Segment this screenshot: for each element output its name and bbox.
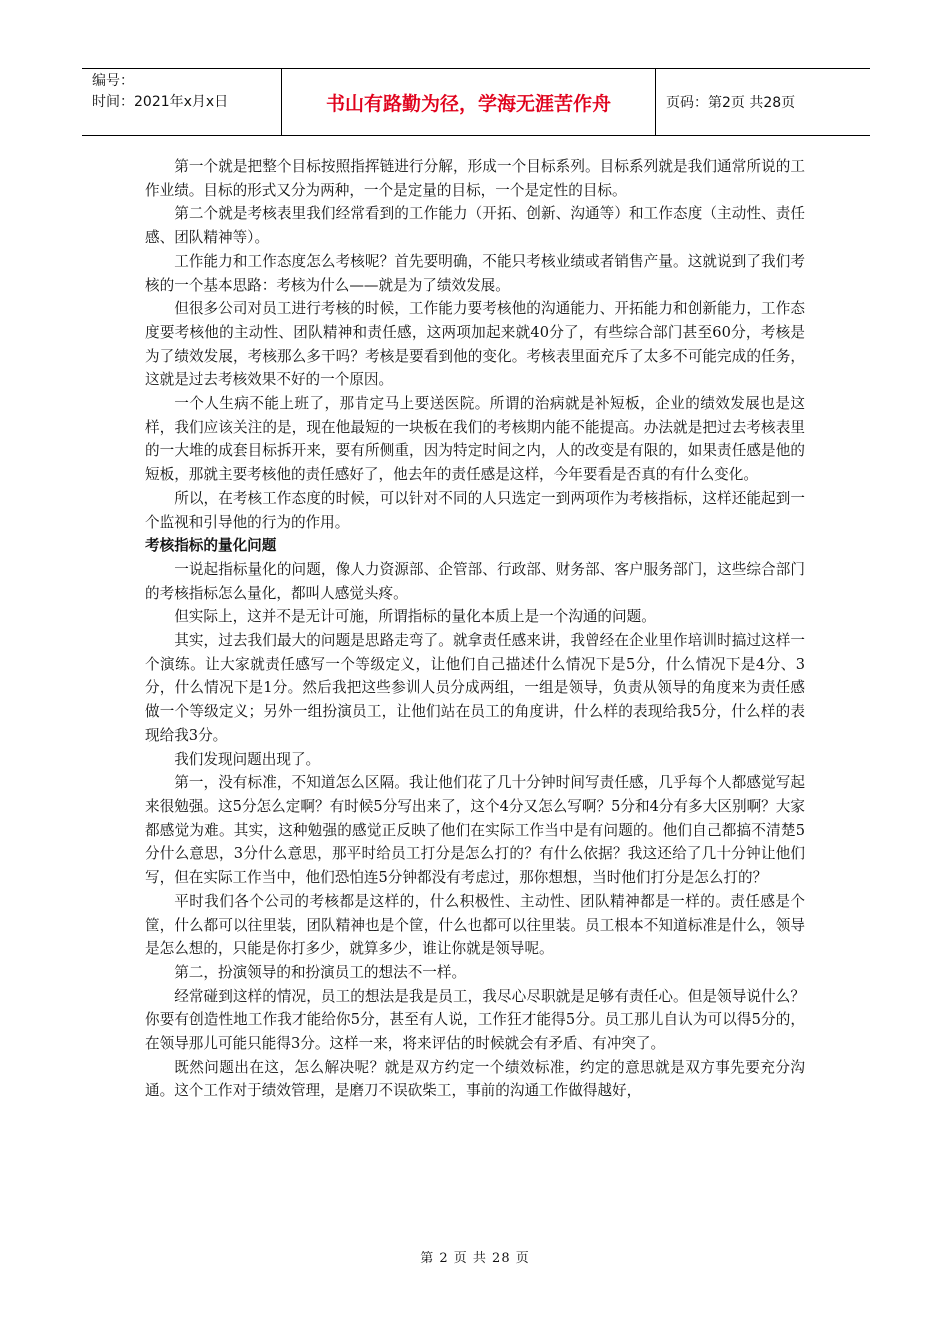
paragraph: 经常碰到这样的情况，员工的想法是我是员工，我尽心尽职就是足够有责任心。但是领导说什么？你要有创造性地工作我才能给你5分，甚至有人说，工作狂才能得5分。员工那儿自认为可以得5分的，在领导那儿可能只能得3分。这样一来，将来评估的时候就会有矛盾、有冲突了。 (145, 987, 805, 1053)
paragraph: 但实际上，这并不是无计可施，所谓指标的量化本质上是一个沟通的问题。 (174, 608, 656, 626)
document-date-label: 时间：2021年x月x日 (92, 94, 229, 110)
paragraph: 所以，在考核工作态度的时候，可以针对不同的人只选定一到两项作为考核指标，这样还能起到一个监视和引导他的行为的作用。 (145, 489, 805, 531)
paragraph: 第二，扮演领导的和扮演员工的想法不一样。 (174, 963, 467, 981)
paragraph: 但很多公司对员工进行考核的时候，工作能力要考核他的沟通能力、开拓能力和创新能力，工作态度要考核他的主动性、团队精神和责任感，这两项加起来就40分了，有些综合部门甚至60分，考核是为了绩效发展，考核那么多干吗？考核是要看到他的变化。考核表里面充斥了太多不可能完成的任务，这就是过去考核效果不好的一个原因。 (145, 300, 805, 389)
document-body (145, 155, 805, 1103)
paragraph: 工作能力和工作态度怎么考核呢？首先要明确，不能只考核业绩或者销售产量。这就说到了我们考核的一个基本思路：考核为什么——就是为了绩效发展。 (145, 252, 805, 294)
header-meta (82, 69, 282, 135)
header-page-label: 页码：第2页 共28页 (666, 95, 796, 111)
paragraph: 一说起指标量化的问题，像人力资源部、企管部、行政部、财务部、客户服务部门，这些综合部门的考核指标怎么量化，都叫人感觉头疼。 (145, 560, 805, 602)
document-number-label: 编号： (92, 73, 134, 89)
page-footer: 第 2 页 共 28 页 (420, 1251, 530, 1266)
paragraph: 第一个就是把整个目标按照指挥链进行分解，形成一个目标系列。目标系列就是我们通常所说的工作业绩。目标的形式又分为两种，一个是定量的目标，一个是定性的目标。 (145, 158, 805, 199)
paragraph: 第一，没有标准，不知道怎么区隔。我让他们花了几十分钟时间写责任感，几乎每个人都感觉写起来很勉强。这5分怎么定啊？有时候5分写出来了，这个4分又怎么写啊？5分和4分有多大区别啊？大家都感觉为难。其实，这种勉强的感觉正反映了他们在实际工作当中是有问题的。他们自己都搞不清楚5分什么意思，3分什么意思，那平时给员工打分是怎么打的？有什么依据？我这还给了几十分钟让他们写，但在实际工作当中，他们恐怕连5分钟都没有考虑过，那你想想，当时他们打分是怎么打的？ (145, 774, 805, 887)
paragraph: 其实，过去我们最大的问题是思路走弯了。就拿责任感来讲，我曾经在企业里作培训时搞过这样一个演练。让大家就责任感写一个等级定义，让他们自己描述什么情况下是5分，什么情况下是4分、3分，什么情况下是1分。然后我把这些参训人员分成两组，一组是领导，负责从领导的角度来为责任感做一个等级定义；另外一组扮演员工，让他们站在员工的角度讲，什么样的表现给我5分，什么样的表现给我3分。 (145, 632, 805, 744)
paragraph: 平时我们各个公司的考核都是这样的，什么积极性、主动性、团队精神都是一样的。责任感是个筐，什么都可以往里装，团队精神也是个筐，什么也都可以往里装。员工根本不知道标准是什么，领导是怎么想的，只能是你打多少，就算多少，谁让你就是领导呢。 (145, 892, 805, 958)
paragraph: 第二个就是考核表里我们经常看到的工作能力（开拓、创新、沟通等）和工作态度（主动性、责任感、团队精神等）。 (145, 205, 805, 247)
section-heading: 考核指标的量化问题 (145, 537, 277, 555)
paragraph: 既然问题出在这，怎么解决呢？就是双方约定一个绩效标准，约定的意思就是双方事先要充分沟通。这个工作对于绩效管理，是磨刀不误砍柴工，事前的沟通工作做得越好， (145, 1058, 805, 1100)
header-motto: 书山有路勤为径，学海无涯苦作舟 (282, 69, 656, 135)
page-header (82, 68, 870, 136)
paragraph: 一个人生病不能上班了，那肯定马上要送医院。所谓的治病就是补短板，企业的绩效发展也是这样，我们应该关注的是，现在他最短的一块板在我们的考核期内能不能提高。办法就是把过去考核表里的一大堆的成套目标拆开来，要有所侧重，因为特定时间之内，人的改变是有限的，如果责任感是他的短板，那就主要考核他的责任感好了，他去年的责任感是这样，今年要看是否真的有什么变化。 (145, 395, 805, 484)
paragraph: 我们发现问题出现了。 (174, 750, 321, 768)
